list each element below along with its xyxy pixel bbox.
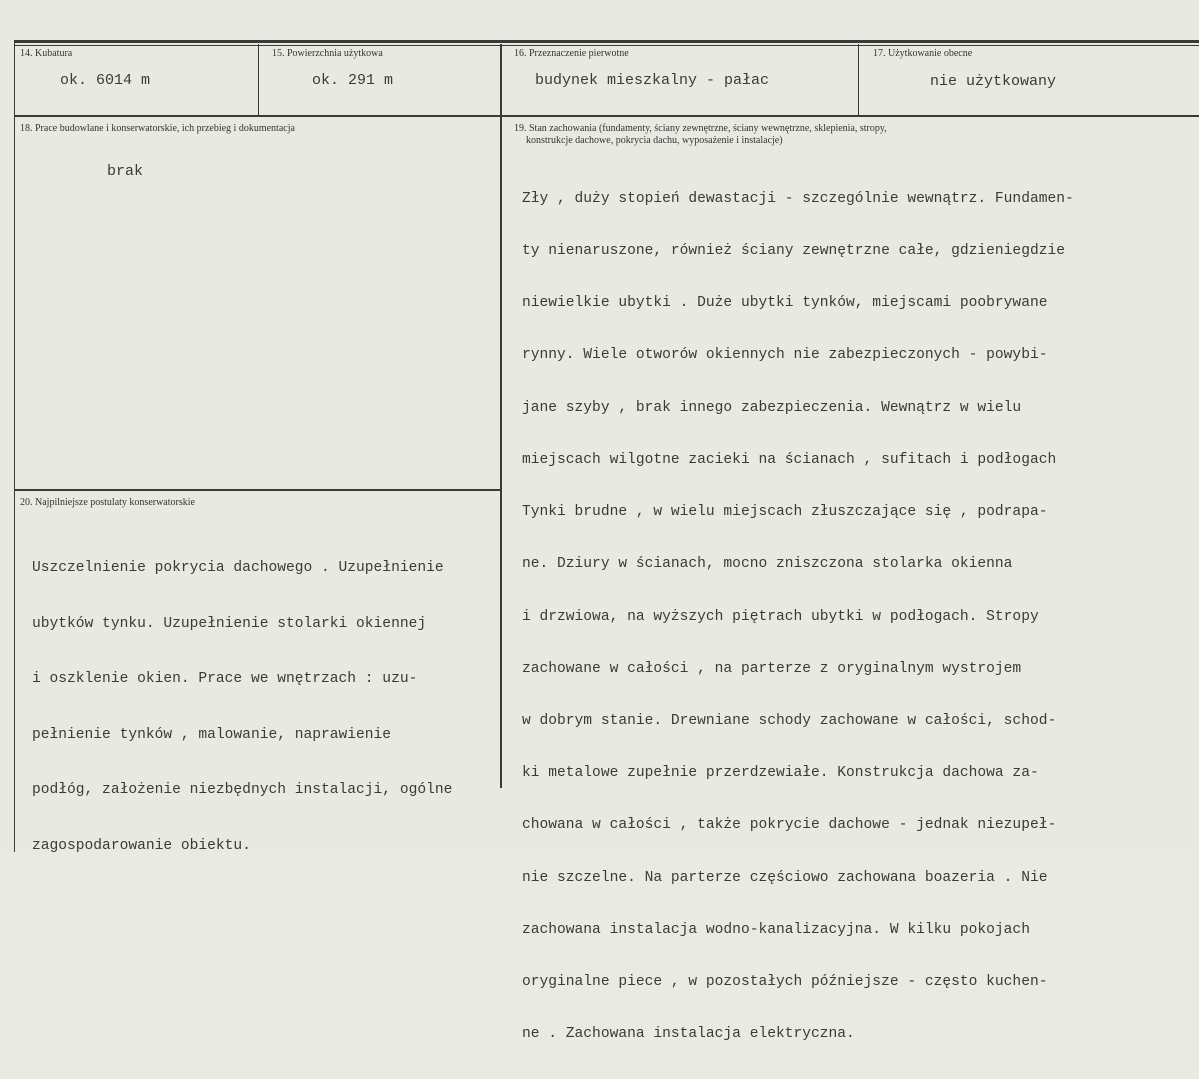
top-rule-thin	[14, 45, 1199, 46]
text-line: zachowana instalacja wodno-kanalizacyjna. W kilku pokojach	[522, 921, 1030, 938]
field-19-label: 19. Stan zachowania (fundamenty, ściany zewnętrzne, ściany wewnętrzne, sklepienia, stropy,	[514, 123, 887, 134]
text-line: zagospodarowanie obiektu.	[32, 837, 251, 854]
field-19-text	[522, 156, 1074, 1079]
col-divider-1	[258, 44, 259, 116]
text-line: chowana w całości , także pokrycie dachowe - jednak niezupeł-	[522, 817, 1057, 834]
field-14-label: 14. Kubatura	[20, 48, 73, 59]
text-line: oryginalne piece , w pozostałych późniejsze - często kuchen-	[522, 974, 1048, 991]
text-line: podłóg, założenie niezbędnych instalacji, ogólne	[32, 782, 453, 798]
text-line: Tynki brudne , w wielu miejscach złuszczające się , podrapa-	[522, 504, 1048, 521]
text-line: ty nienaruszone, również ściany zewnętrzne całe, gdzieniegdzie	[522, 243, 1065, 260]
text-line: Zły , duży stopień dewastacji - szczególnie wewnątrz. Fundamen-	[522, 190, 1074, 207]
text-line: ne. Dziury w ścianach, mocno zniszczona stolarka okienna	[522, 556, 1013, 573]
top-rule	[14, 40, 1199, 43]
field-17-value: nie użytkowany	[930, 73, 1057, 90]
field-15-value: ok. 291 m	[312, 72, 394, 89]
text-line: ubytków tynku. Uzupełnienie stolarki okiennej	[32, 615, 427, 632]
text-line: ki metalowe zupełnie przerdzewiałe. Konstrukcja dachowa za-	[522, 765, 1039, 782]
text-line: Uszczelnienie pokrycia dachowego . Uzupełnienie	[32, 560, 444, 576]
field-19-label-cont: konstrukcje dachowe, pokrycia dachu, wyposażenie i instalacje)	[526, 135, 783, 146]
col-divider-main	[500, 44, 502, 788]
row-divider	[14, 115, 1199, 117]
text-line: nie szczelne. Na parterze częściowo zachowana boazeria . Nie	[522, 869, 1048, 886]
text-line: niewielkie ubytki . Duże ubytki tynków, miejscami poobrywane	[522, 295, 1048, 312]
field-18-label: 18. Prace budowlane i konserwatorskie, ich przebieg i dokumentacja	[20, 123, 295, 134]
field-14-value: ok. 6014 m	[60, 72, 151, 89]
field-17-label: 17. Użytkowanie obecne	[873, 48, 973, 59]
text-line: rynny. Wiele otworów okiennych nie zabezpieczonych - powybi-	[522, 347, 1048, 364]
col-divider-2	[858, 44, 859, 116]
text-line: i drzwiowa, na wyższych piętrach ubytki w podłogach. Stropy	[522, 608, 1039, 625]
text-line: jane szyby , brak innego zabezpieczenia. Wewnątrz w wielu	[522, 399, 1022, 416]
text-line: i oszklenie okien. Prace we wnętrzach : uzu-	[32, 671, 418, 687]
field-20-text	[32, 522, 452, 892]
section-divider	[14, 489, 501, 491]
text-line: zachowane w całości , na parterze z oryginalnym wystrojem	[522, 660, 1022, 677]
field-16-label: 16. Przeznaczenie pierwotne	[514, 48, 629, 59]
text-line: w dobrym stanie. Drewniane schody zachowane w całości, schod-	[522, 713, 1057, 729]
left-border	[14, 40, 15, 852]
field-16-value: budynek mieszkalny - pałac	[535, 72, 770, 89]
field-18-value: brak	[107, 163, 144, 180]
field-15-label: 15. Powierzchnia użytkowa	[272, 48, 383, 59]
text-line: miejscach wilgotne zacieki na ścianach , sufitach i podłogach	[522, 451, 1057, 468]
field-20-label: 20. Najpilniejsze postulaty konserwatorskie	[20, 497, 195, 508]
text-line: ne . Zachowana instalacja elektryczna.	[522, 1026, 855, 1043]
text-line: pełnienie tynków , malowanie, naprawienie	[32, 726, 392, 743]
